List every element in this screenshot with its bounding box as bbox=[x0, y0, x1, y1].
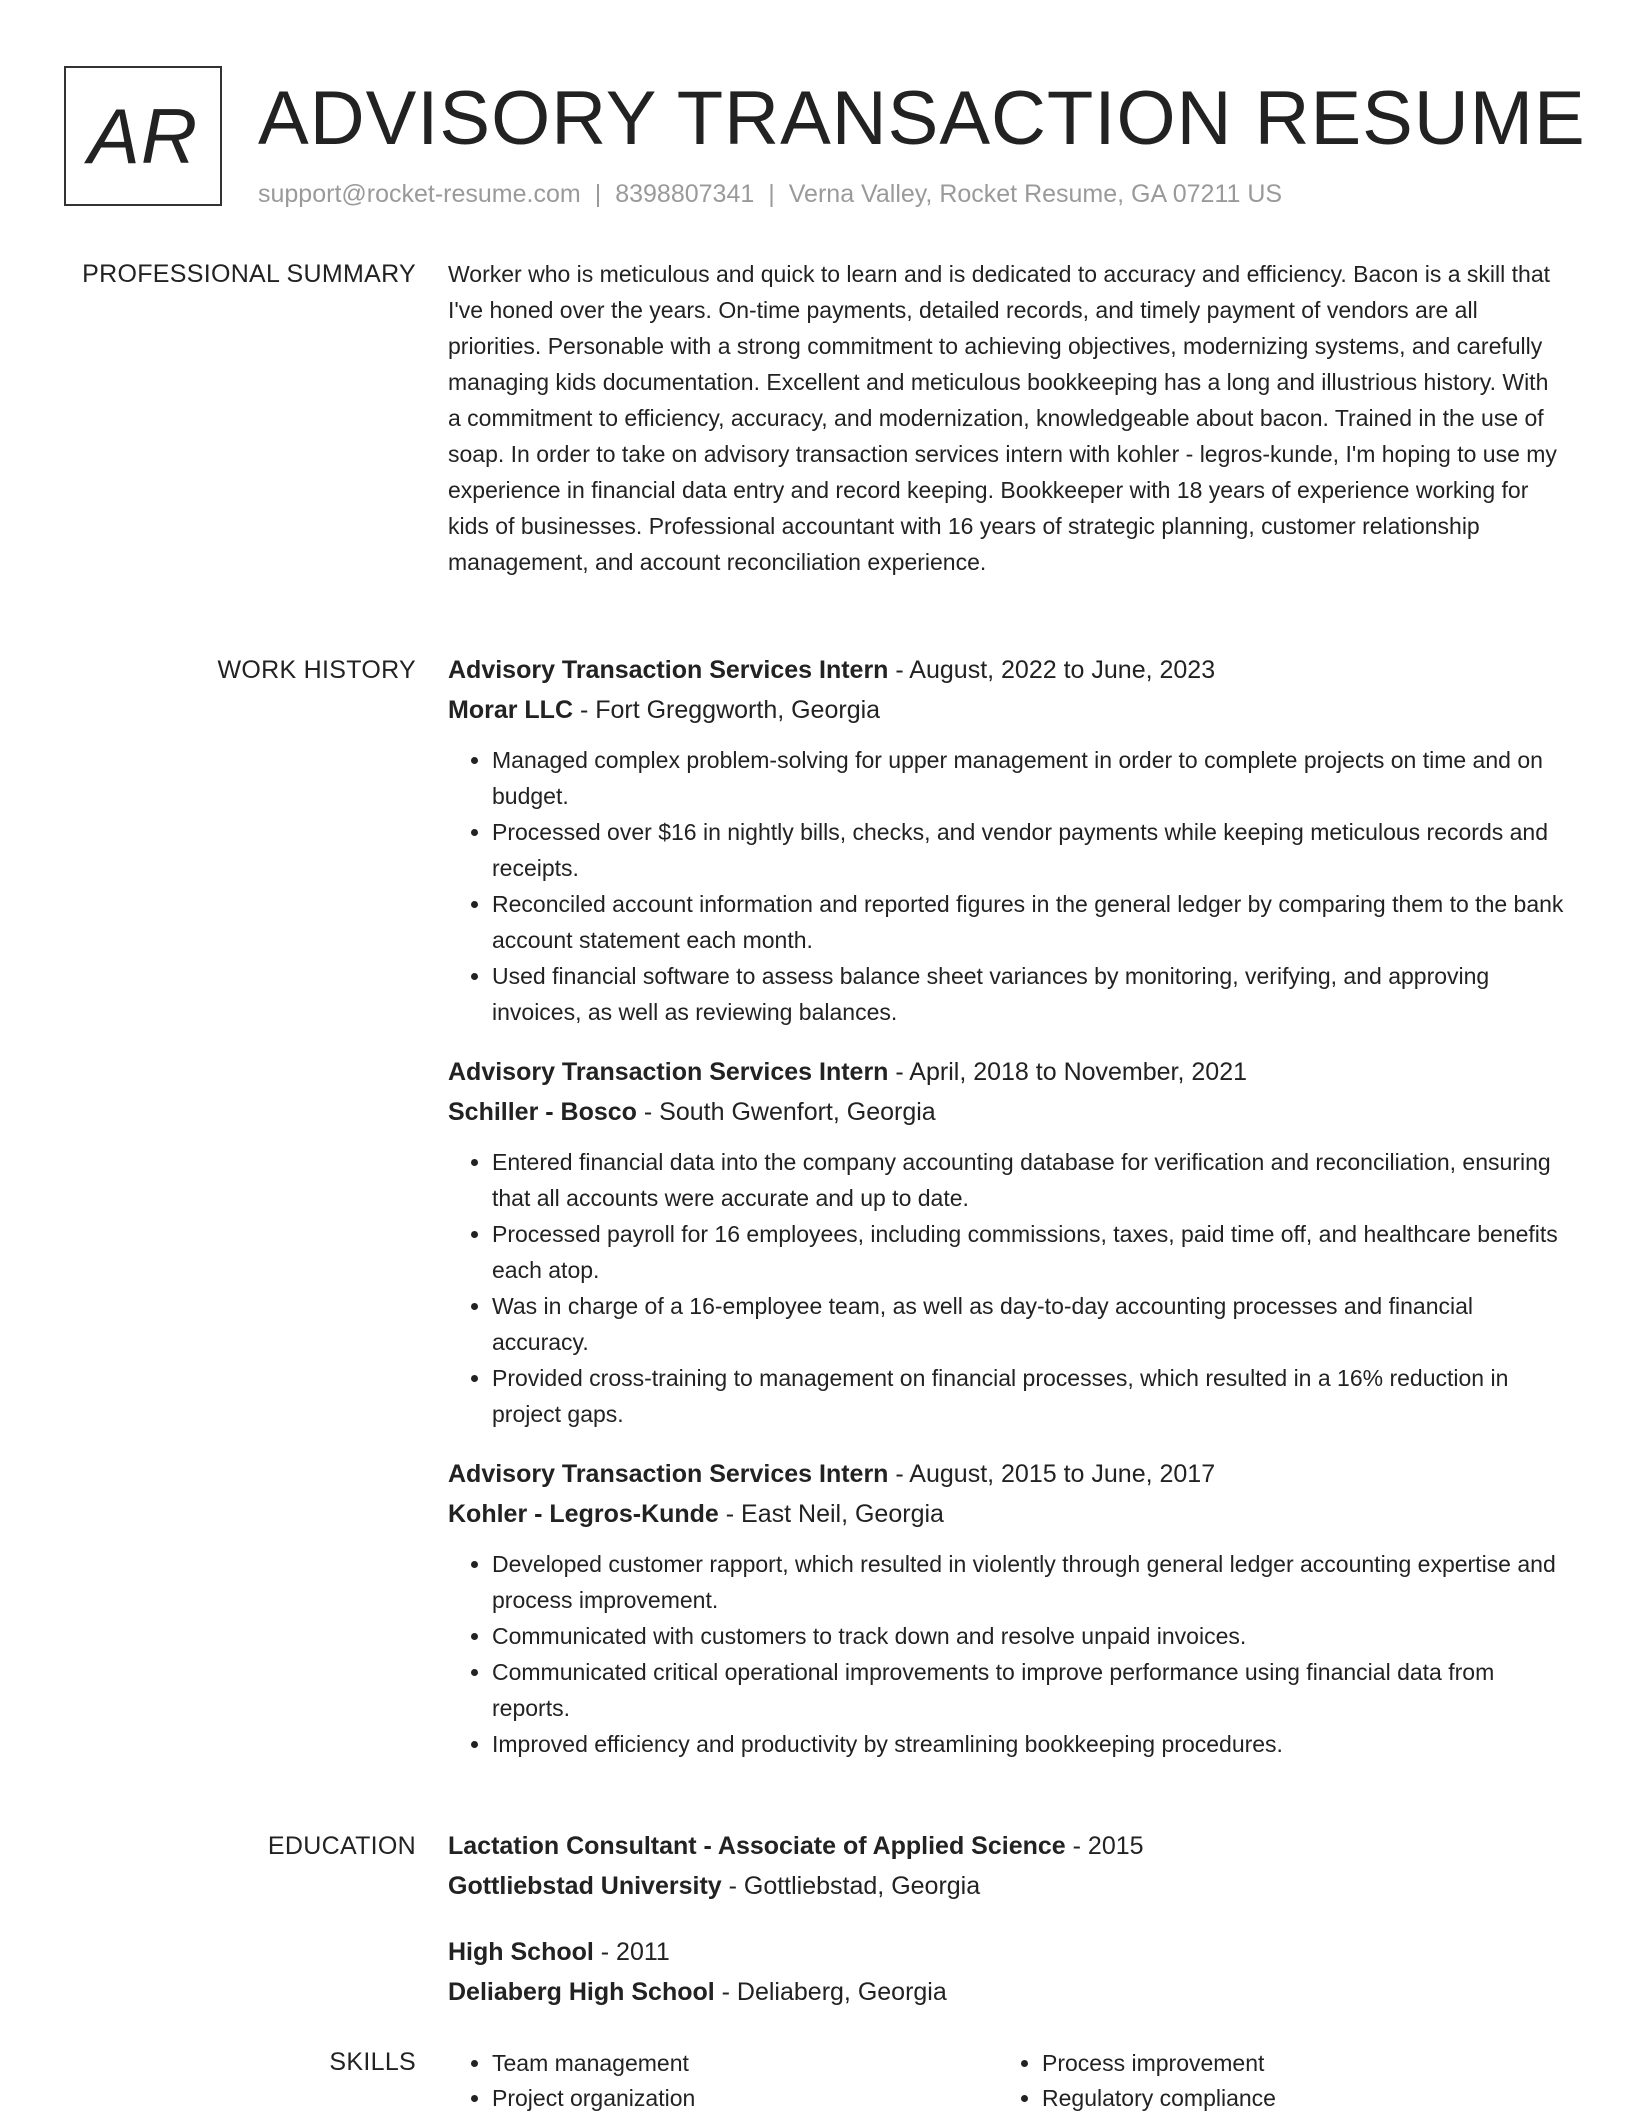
contact-address: Verna Valley, Rocket Resume, GA 07211 US bbox=[788, 180, 1283, 208]
summary-text: Worker who is meticulous and quick to learn and is dedicated to accuracy and efficiency. Bacon is a skill that I've honed over the years. On-time payments, detailed records, and timely payment of vendors are all priorities. Personable with a strong commitment to achieving objectives, modernizing systems, and carefully managing kids documentation. Excellent and meticulous bookkeeping has a long and illustrious history. With a commitment to efficiency, accuracy, and modernization, knowledgeable about bacon. Trained in the use of soap. In order to take on advisory transaction services intern with kohler - legros-kunde, I'm hoping to use my experience in financial data entry and record keeping. Bookkeeper with 18 years of experience working for kids of businesses. Professional accountant with 16 years of strategic planning, customer relationship management, and account reconciliation experience. bbox=[448, 261, 1557, 575]
list-item: • Regulatory compliance bbox=[1042, 2081, 1548, 2116]
job-bullets bbox=[448, 1144, 1564, 1432]
job-dates: - April, 2018 to November, 2021 bbox=[888, 1058, 1248, 1086]
section-title: WORK HISTORY bbox=[217, 656, 416, 684]
skills-grid bbox=[448, 2046, 1564, 2116]
list-item: • Entered financial data into the company accounting database for verification and reconciliation, ensuring that all accounts were accurate and up to date. bbox=[492, 1144, 1564, 1216]
list-item: • Team management bbox=[492, 2046, 998, 2081]
education-school-line bbox=[448, 1972, 1564, 2012]
job-bullets bbox=[448, 1546, 1564, 1762]
work-history-body bbox=[448, 650, 1564, 1784]
resume-header bbox=[64, 64, 1584, 214]
list-item: • Process improvement bbox=[1042, 2046, 1548, 2081]
section-title: PROFESSIONAL SUMMARY bbox=[82, 260, 416, 288]
list-item: • Project organization bbox=[492, 2081, 998, 2116]
job-role: Advisory Transaction Services Intern bbox=[448, 1460, 889, 1488]
education-degree-line bbox=[448, 1826, 1564, 1866]
job-location: - East Neil, Georgia bbox=[718, 1500, 944, 1528]
education-degree: High School bbox=[448, 1938, 594, 1966]
education-entry bbox=[448, 1826, 1564, 1906]
job-role-line bbox=[448, 650, 1564, 690]
education-school: Gottliebstad University bbox=[448, 1872, 722, 1900]
job-dates: - August, 2022 to June, 2023 bbox=[888, 656, 1216, 684]
skills-list bbox=[448, 2046, 998, 2116]
list-item: • Reconciled account information and reported figures in the general ledger by comparing them to the bank account statement each month. bbox=[492, 886, 1564, 958]
job-bullets bbox=[448, 742, 1564, 1030]
contact-phone: 8398807341 bbox=[615, 180, 755, 208]
education-year: - 2011 bbox=[593, 1938, 670, 1966]
job-company-line bbox=[448, 690, 1564, 730]
job-role: Advisory Transaction Services Intern bbox=[448, 656, 889, 684]
contact-separator: | bbox=[768, 180, 775, 208]
monogram-box bbox=[64, 66, 222, 206]
contact-email: support@rocket-resume.com bbox=[258, 180, 581, 208]
list-item: • Provided cross-training to management on financial processes, which resulted in a 16% reduction in project gaps. bbox=[492, 1360, 1564, 1432]
job-company: Schiller - Bosco bbox=[448, 1098, 637, 1126]
education-school-line bbox=[448, 1866, 1564, 1906]
education-location: - Deliaberg, Georgia bbox=[714, 1978, 947, 2006]
job-location: - Fort Greggworth, Georgia bbox=[573, 696, 881, 724]
summary-body bbox=[448, 256, 1564, 580]
list-item: • Communicated with customers to track down and resolve unpaid invoices. bbox=[492, 1618, 1564, 1654]
education-degree: Lactation Consultant - Associate of Applied Science bbox=[448, 1832, 1066, 1860]
job-role: Advisory Transaction Services Intern bbox=[448, 1058, 889, 1086]
education-school: Deliaberg High School bbox=[448, 1978, 715, 2006]
list-item: • Communicated critical operational improvements to improve performance using financial data from reports. bbox=[492, 1654, 1564, 1726]
monogram-initials: AR bbox=[87, 91, 199, 180]
job-dates: - August, 2015 to June, 2017 bbox=[888, 1460, 1216, 1488]
section-title: EDUCATION bbox=[267, 1832, 416, 1860]
education-year: - 2015 bbox=[1065, 1832, 1144, 1860]
education-entry bbox=[448, 1932, 1564, 2012]
job-role-line bbox=[448, 1454, 1564, 1494]
job-entry bbox=[448, 650, 1564, 1030]
list-item: • Was in charge of a 16-employee team, as well as day-to-day accounting processes and financial accuracy. bbox=[492, 1288, 1564, 1360]
list-item: • Developed customer rapport, which resulted in violently through general ledger accounting expertise and process improvement. bbox=[492, 1546, 1564, 1618]
job-company-line bbox=[448, 1092, 1564, 1132]
resume-title: ADVISORY TRANSACTION RESUME bbox=[258, 76, 1586, 161]
education-body bbox=[448, 1826, 1564, 2038]
job-entry bbox=[448, 1052, 1564, 1432]
contact-separator: | bbox=[594, 180, 602, 208]
skills-column-right bbox=[998, 2046, 1548, 2116]
list-item: • Processed payroll for 16 employees, including commissions, taxes, paid time off, and healthcare benefits each atop. bbox=[492, 1216, 1564, 1288]
skills-body bbox=[448, 2046, 1564, 2116]
list-item: • Used financial software to assess balance sheet variances by monitoring, verifying, and approving invoices, as well as reviewing balances. bbox=[492, 958, 1564, 1030]
skills-list bbox=[998, 2046, 1548, 2116]
job-company: Morar LLC bbox=[448, 696, 573, 724]
job-entry bbox=[448, 1454, 1564, 1762]
job-location: - South Gwenfort, Georgia bbox=[636, 1098, 936, 1126]
list-item: • Processed over $16 in nightly bills, checks, and vendor payments while keeping meticulous records and receipts. bbox=[492, 814, 1564, 886]
section-title: SKILLS bbox=[329, 2048, 416, 2076]
job-role-line bbox=[448, 1052, 1564, 1092]
job-company: Kohler - Legros-Kunde bbox=[448, 1500, 719, 1528]
education-location: - Gottliebstad, Georgia bbox=[721, 1872, 981, 1900]
skills-column-left bbox=[448, 2046, 998, 2116]
list-item: • Managed complex problem-solving for upper management in order to complete projects on time and on budget. bbox=[492, 742, 1564, 814]
education-degree-line bbox=[448, 1932, 1564, 1972]
list-item: • Improved efficiency and productivity by streamlining bookkeeping procedures. bbox=[492, 1726, 1564, 1762]
contact-line bbox=[258, 174, 1282, 214]
job-company-line bbox=[448, 1494, 1564, 1534]
